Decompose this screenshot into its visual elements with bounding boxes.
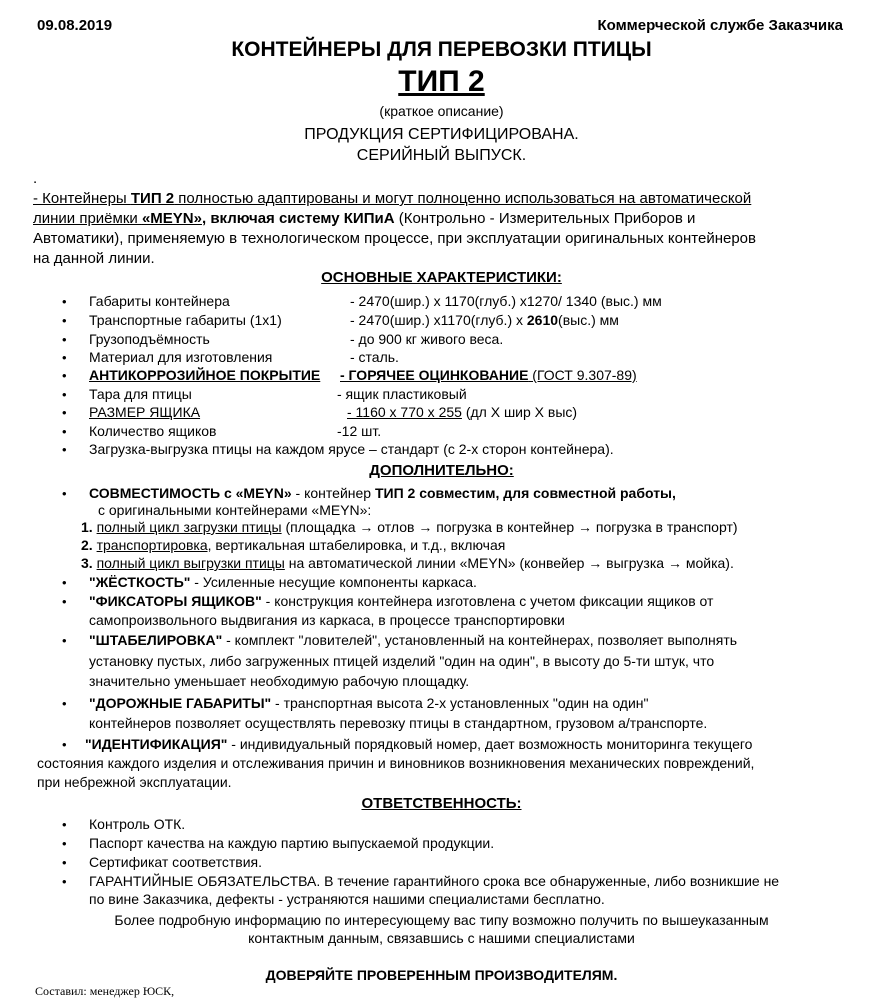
bullet: • bbox=[62, 737, 67, 752]
author: Составил: менеджер ЮСК, bbox=[35, 984, 175, 998]
spec-value: - ящик пластиковый bbox=[337, 386, 467, 402]
bullet: • bbox=[62, 836, 67, 851]
resp-item: Контроль ОТК. bbox=[89, 816, 186, 832]
spec-label: Материал для изготовления bbox=[89, 349, 273, 365]
resp-item: Паспорт качества на каждую партию выпускаемой продукции. bbox=[89, 835, 495, 851]
fixators-line: "ФИКСАТОРЫ ЯЩИКОВ" - конструкция контейнера изготовлена с учетом фиксации ящиков от bbox=[89, 593, 714, 609]
certified-note: ПРОДУКЦИЯ СЕРТИФИЦИРОВАНА. bbox=[304, 126, 579, 143]
intro-dot: . bbox=[33, 170, 38, 187]
bullet: • bbox=[62, 368, 67, 383]
extra-heading: ДОПОЛНИТЕЛЬНО: bbox=[369, 462, 514, 479]
bullet: • bbox=[62, 486, 67, 501]
spec-label: Грузоподъёмность bbox=[89, 331, 210, 347]
spec-value: - до 900 кг живого веса. bbox=[350, 331, 504, 347]
resp-item: Сертификат соответствия. bbox=[89, 854, 262, 870]
ident-line: "ИДЕНТИФИКАЦИЯ" - индивидуальный порядковый номер, дает возможность мониторинга текущего bbox=[85, 736, 753, 752]
bullet: • bbox=[62, 874, 67, 889]
bullet: • bbox=[62, 817, 67, 832]
bullet: • bbox=[62, 387, 67, 402]
bullet: • bbox=[62, 313, 67, 328]
bullet: • bbox=[62, 294, 67, 309]
resp-item: ГАРАНТИЙНЫЕ ОБЯЗАТЕЛЬСТВА. В течение гарантийного срока все обнаруженные, либо возникшие не bbox=[89, 873, 780, 889]
spec-value: - 2470(шир.) х 1170(глуб.) х1270/ 1340 (выс.) мм bbox=[350, 293, 662, 309]
specs-heading: ОСНОВНЫЕ ХАРАКТЕРИСТИКИ: bbox=[321, 269, 562, 286]
bullet: • bbox=[62, 575, 67, 590]
info-line-1: Более подробную информацию по интересующему вас типу возможно получить по вышеуказанным bbox=[114, 912, 769, 928]
spec-label: Габариты контейнера bbox=[89, 293, 230, 309]
info-line-2: контактным данным, связавшись с нашими специалистами bbox=[248, 930, 635, 946]
road-line: "ДОРОЖНЫЕ ГАБАРИТЫ" - транспортная высота 2-х установленных "один на один" bbox=[89, 695, 649, 711]
spec-label: Загрузка-выгрузка птицы на каждом ярусе – стандарт (с 2-х сторон контейнера). bbox=[89, 441, 614, 457]
bullet: • bbox=[62, 442, 67, 457]
spec-label: РАЗМЕР ЯЩИКА bbox=[89, 404, 201, 420]
intro-line-3: Автоматики), применяемую в технологическом процессе, при эксплуатации оригинальных контейнеров bbox=[33, 230, 756, 247]
spec-value: - ГОРЯЧЕЕ ОЦИНКОВАНИЕ (ГОСТ 9.307-89) bbox=[340, 367, 637, 383]
rigidity-line: "ЖЁСТКОСТЬ" - Усиленные несущие компоненты каркаса. bbox=[89, 574, 477, 590]
bullet: • bbox=[62, 405, 67, 420]
ident-line-2: состояния каждого изделия и отслеживания причин и виновников возникновения механических повреждений, bbox=[37, 755, 755, 771]
numbered-item-2: 2. транспортировка, вертикальная штабелировка, и т.д., включая bbox=[81, 537, 506, 553]
resp-item-continued: по вине Заказчика, дефекты - устраняются нашими специалистами бесплатно. bbox=[89, 891, 605, 907]
bullet: • bbox=[62, 696, 67, 711]
compat-line: СОВМЕСТИМОСТЬ с «MEYN» - контейнер ТИП 2 совместим, для совместной работы, bbox=[89, 485, 676, 501]
fixators-line-2: самопроизвольного выдвигания из каркаса, в процессе транспортировки bbox=[89, 612, 565, 628]
serial-note: СЕРИЙНЫЙ ВЫПУСК. bbox=[356, 147, 527, 164]
bullet: • bbox=[62, 594, 67, 609]
document-date: 09.08.2019 bbox=[37, 17, 113, 34]
intro-line-1: - Контейнеры ТИП 2 полностью адаптированы и могут полноценно использоваться на автоматической bbox=[33, 190, 752, 207]
page-title: КОНТЕЙНЕРЫ ДЛЯ ПЕРЕВОЗКИ ПТИЦЫ bbox=[231, 38, 652, 61]
spec-label: Количество ящиков bbox=[89, 423, 217, 439]
spec-value: - 2470(шир.) х1170(глуб.) х 2610(выс.) мм bbox=[350, 312, 619, 328]
spec-value: - сталь. bbox=[350, 349, 399, 365]
responsibility-heading: ОТВЕТСТВЕННОСТЬ: bbox=[361, 795, 522, 812]
compat-line-2: с оригинальными контейнерами «MEYN»: bbox=[98, 502, 372, 518]
numbered-item-1: 1. полный цикл загрузки птицы (площадка → отлов → погрузка в контейнер → погрузка в транспорт) bbox=[81, 519, 738, 535]
bullet: • bbox=[62, 633, 67, 648]
stacking-line: "ШТАБЕЛИРОВКА" - комплект "ловителей", установленный на контейнерах, позволяет выполнять bbox=[89, 632, 738, 648]
type-title: ТИП 2 bbox=[398, 65, 485, 98]
bullet: • bbox=[62, 332, 67, 347]
numbered-item-3: 3. полный цикл выгрузки птицы на автоматической линии «MEYN» (конвейер → выгрузка → мойка). bbox=[81, 555, 734, 571]
road-line-2: контейнеров позволяет осуществлять перевозку птицы в стандартном, грузовом а/транспорте. bbox=[89, 715, 708, 731]
spec-label: АНТИКОРРОЗИЙНОЕ ПОКРЫТИЕ bbox=[89, 367, 321, 383]
spec-label: Транспортные габариты (1х1) bbox=[89, 312, 282, 328]
stacking-line-2: установку пустых, либо загруженных птицей изделий "один на один", в высоту до 5-ти штук, что bbox=[89, 653, 715, 669]
slogan: ДОВЕРЯЙТЕ ПРОВЕРЕННЫМ ПРОИЗВОДИТЕЛЯМ. bbox=[265, 967, 618, 983]
subtitle: (краткое описание) bbox=[379, 103, 504, 119]
spec-value: -12 шт. bbox=[337, 423, 382, 439]
spec-label: Тара для птицы bbox=[89, 386, 192, 402]
intro-line-2: линии приёмки «MEYN», включая систему КИПиА (Контрольно - Измерительных Приборов и bbox=[33, 210, 696, 227]
bullet: • bbox=[62, 855, 67, 870]
intro-line-4: на данной линии. bbox=[33, 250, 155, 267]
ident-line-3: при небрежной эксплуатации. bbox=[37, 774, 232, 790]
bullet: • bbox=[62, 424, 67, 439]
spec-value: - 1160 х 770 х 255 (дл Х шир Х выс) bbox=[347, 404, 578, 420]
recipient: Коммерческой службе Заказчика bbox=[597, 17, 843, 34]
stacking-line-3: значительно уменьшает необходимую рабочую площадку. bbox=[89, 673, 470, 689]
bullet: • bbox=[62, 350, 67, 365]
